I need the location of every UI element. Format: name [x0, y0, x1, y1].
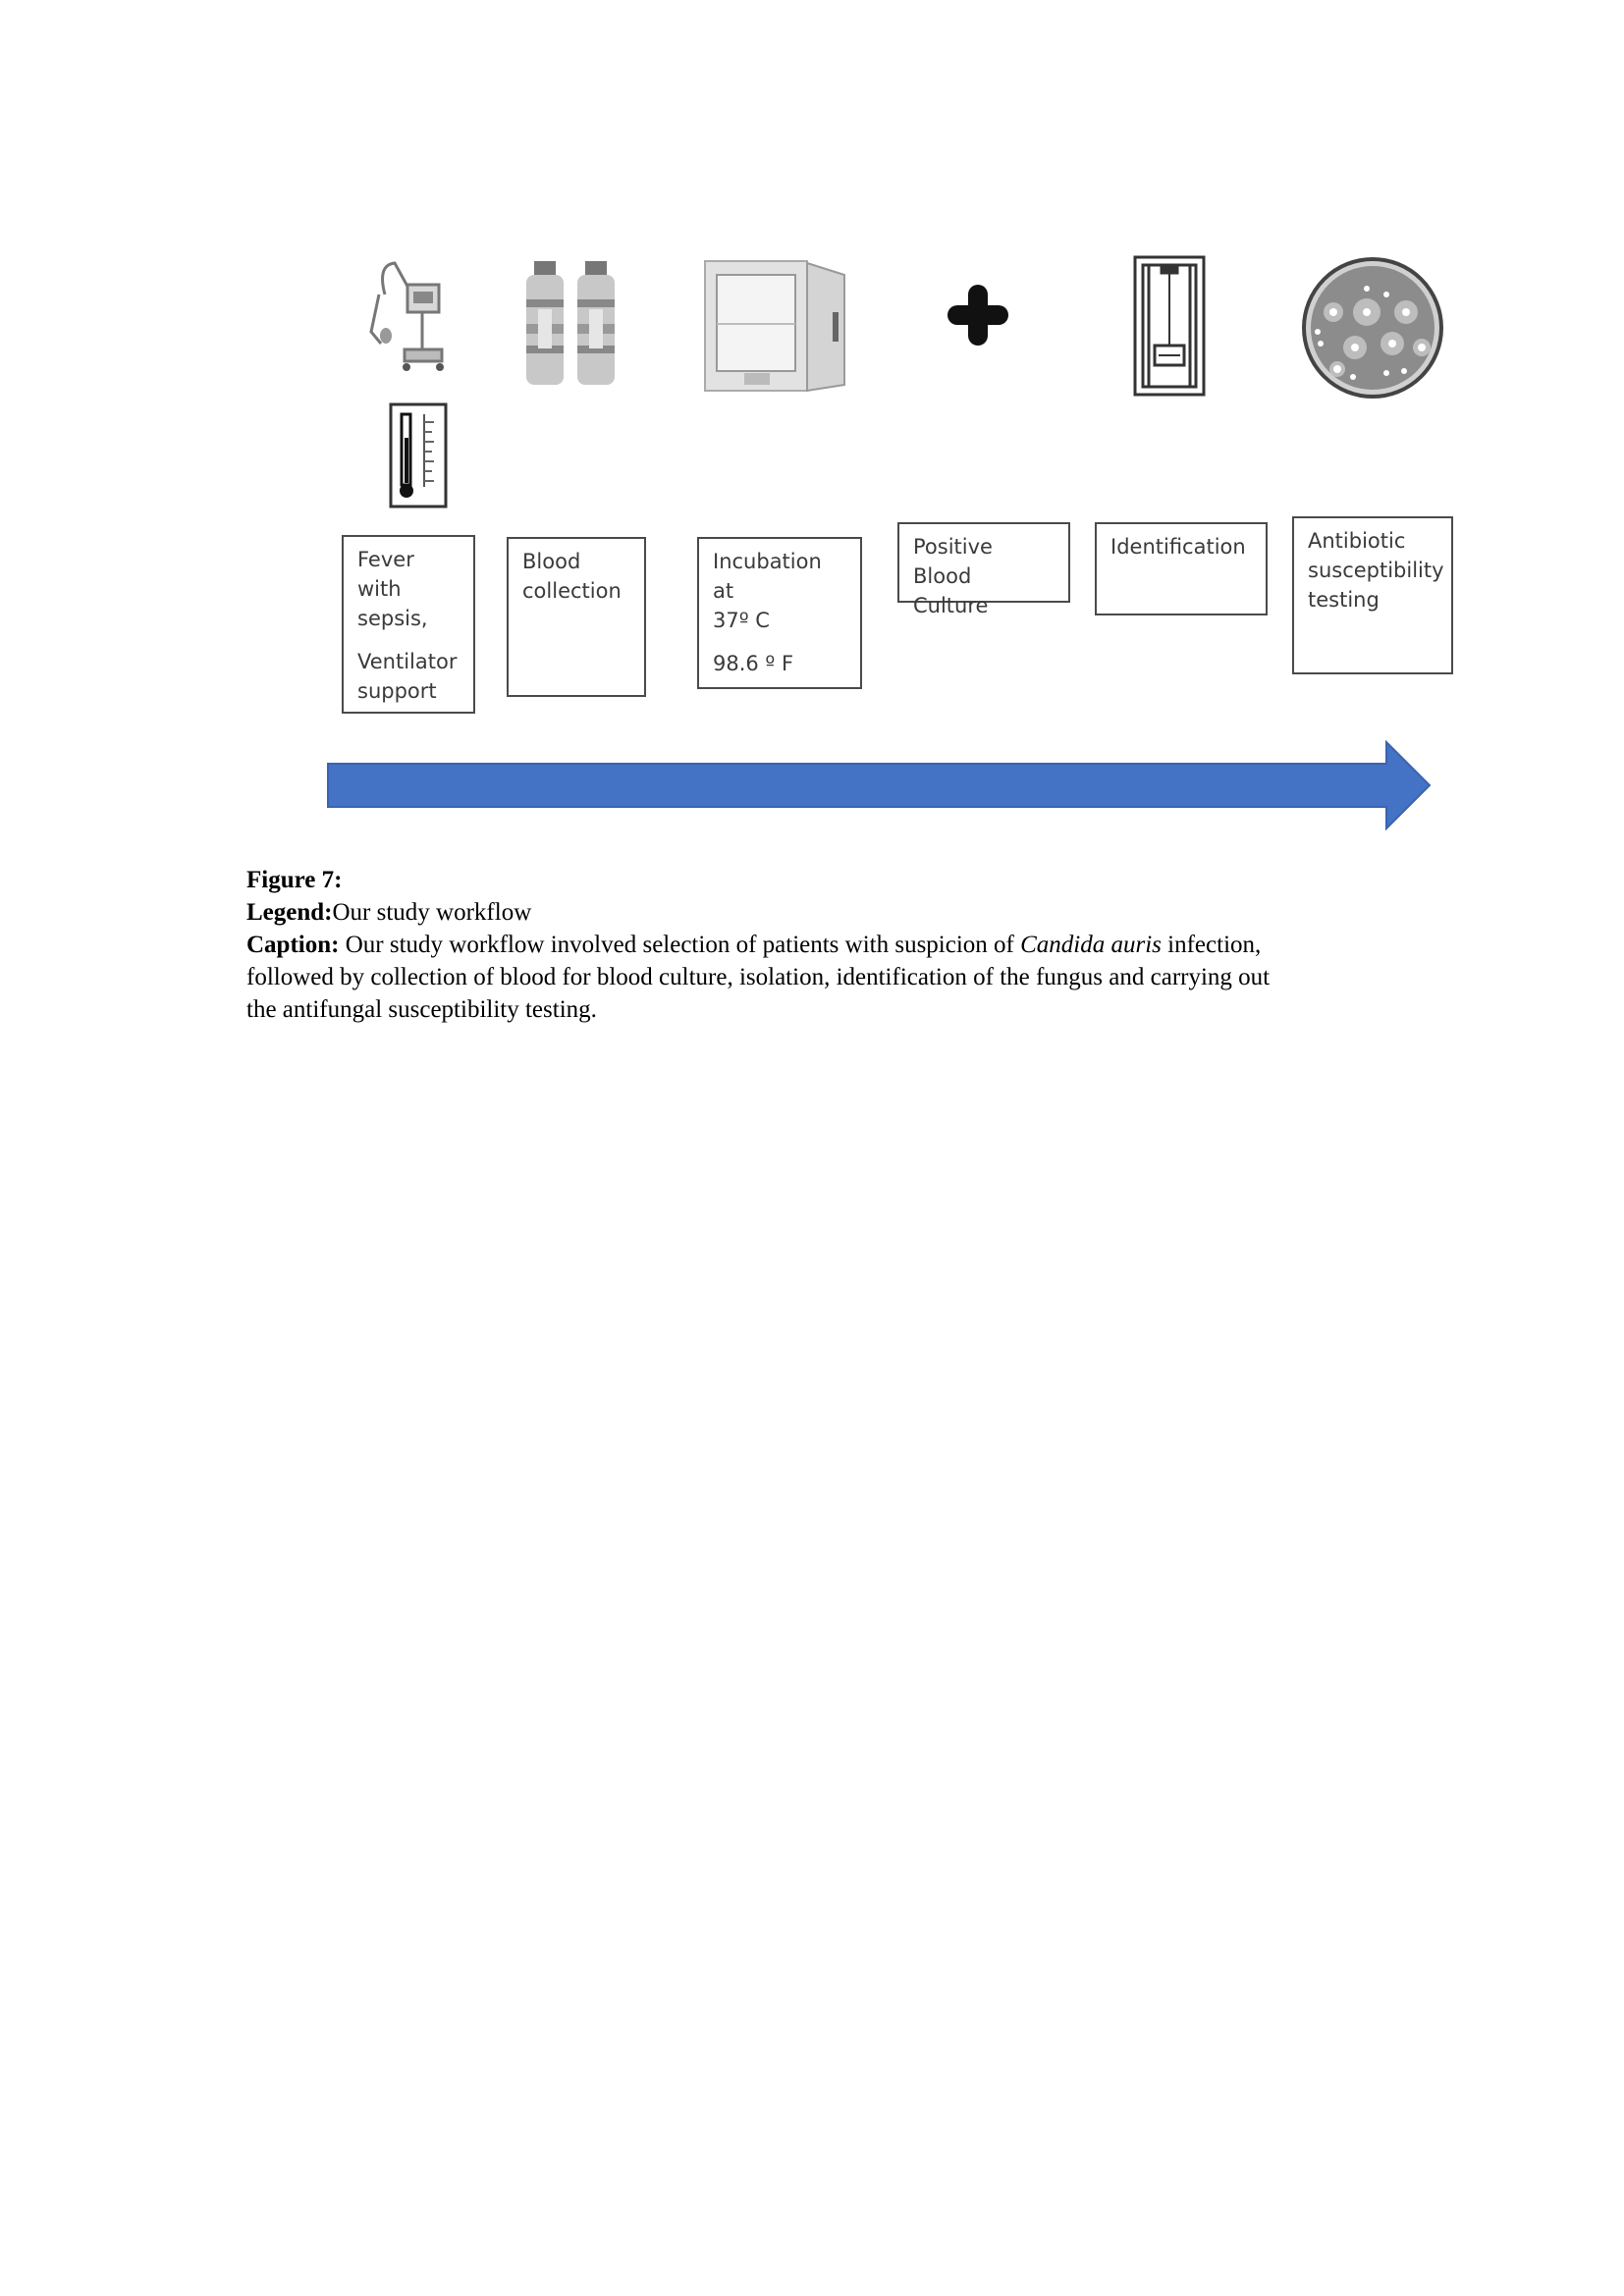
step-text: support — [357, 679, 437, 703]
step-box-identification — [1095, 522, 1268, 615]
step-text: 37º C — [713, 609, 770, 632]
figure-label-line — [246, 864, 1405, 896]
step-text: Fever — [357, 548, 414, 571]
legend-text: Our study workflow — [332, 899, 532, 926]
step-text: Blood — [522, 550, 581, 573]
figure-label: Figure 7: — [246, 867, 343, 893]
thermometer-icon — [391, 404, 446, 507]
legend-label: Legend: — [246, 899, 333, 926]
petri-dish-icon — [1304, 259, 1441, 397]
right-arrow-icon — [328, 742, 1430, 828]
identification-device-icon — [1135, 257, 1204, 395]
caption-line-2: followed by collection of blood for blood culture, isolation, identification of the fungus and carrying out — [246, 964, 1271, 990]
step-text: susceptibility — [1308, 559, 1444, 582]
step-box-fever — [342, 535, 475, 714]
caption-text: infection, — [1161, 932, 1262, 958]
step-text: with — [357, 577, 402, 601]
organism-name: Candida auris — [1020, 932, 1162, 958]
bottle-2 — [577, 261, 615, 385]
ventilator-icon — [371, 263, 444, 371]
step-box-blood-collection — [507, 537, 646, 697]
step-text: Antibiotic — [1308, 529, 1406, 553]
step-text: testing — [1308, 588, 1380, 612]
step-text: Identification — [1110, 535, 1246, 559]
step-text: Incubation at — [713, 550, 822, 603]
step-box-antibiotic-susceptibility — [1292, 516, 1453, 674]
caption-label: Caption: — [246, 932, 340, 958]
step-text: 98.6 º F — [713, 652, 794, 675]
caption-line-3: the antifungal susceptibility testing. — [246, 996, 597, 1023]
step-text: Ventilator — [357, 650, 458, 673]
caption-line-1 — [246, 929, 1405, 961]
incubator-icon — [705, 261, 844, 391]
plus-icon — [947, 285, 1008, 346]
step-box-positive-blood-culture — [897, 522, 1070, 617]
step-text: sepsis, — [357, 607, 428, 630]
figure-caption — [246, 864, 1405, 1026]
bottle-1 — [526, 261, 564, 385]
step-text: Positive Blood — [913, 535, 993, 588]
legend-line — [246, 896, 1405, 929]
workflow-figure — [0, 0, 1624, 864]
caption-text: Our study workflow involved selection of patients with suspicion of — [339, 932, 1021, 958]
step-text: collection — [522, 579, 622, 603]
blood-culture-bottles-icon — [526, 261, 615, 385]
step-box-incubation — [697, 537, 862, 689]
step-text: Culture — [913, 594, 989, 617]
